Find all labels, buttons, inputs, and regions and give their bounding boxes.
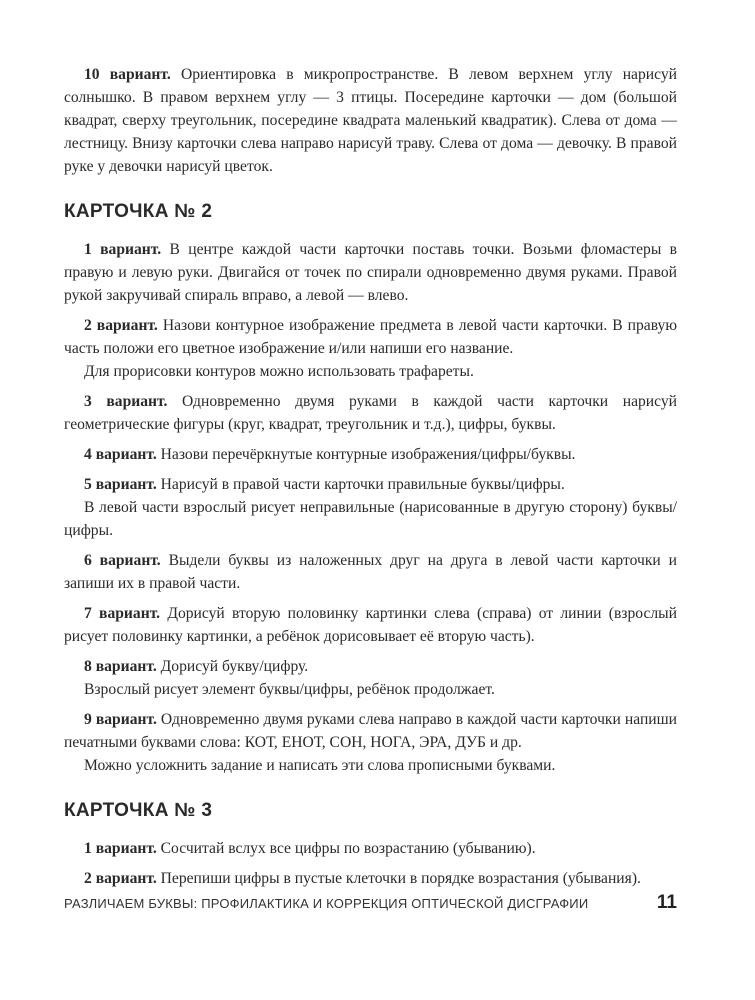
running-footer-title: РАЗЛИЧАЕМ БУКВЫ: ПРОФИЛАКТИКА И КОРРЕКЦИЯ ОПТИЧЕСКОЙ ДИСГРАФИИ [64, 896, 589, 911]
variant-text: Ориентировка в микропространстве. В левом верхнем углу нарисуй солнышко. В правом верхнем углу — 3 птицы. Посередине карточки — дом (большой квадрат, сверху треугольник, посередине квадрата маленький квадратик). Слева от дома — лестницу. Внизу карточки слева направо нарисуй траву. Слева от дома — девочку. В правой руке у девочки нарисуй цветок. [64, 66, 677, 175]
variant-label: 1 вариант. [84, 241, 162, 258]
variant-text: Перепиши цифры в пустые клеточки в порядке возрастания (убывания). [156, 870, 641, 887]
card2-variant-8-note: Взрослый рисует элемент буквы/цифры, ребёнок продолжает. [84, 681, 495, 698]
page-footer [64, 892, 677, 914]
variant-text: Назови перечёркнутые контурные изображения/цифры/буквы. [156, 446, 576, 463]
variant-text: Дорисуй вторую половинку картинки слева (справа) от линии (взрослый рисует половинку картинки, а ребёнок дорисовывает её вторую часть). [64, 605, 677, 645]
variant-label: 2 вариант. [84, 870, 157, 887]
card-2-heading: КАРТОЧКА № 2 [64, 201, 213, 222]
variant-text: В центре каждой части карточки поставь точки. Возьми фломастеры в правую и левую руки. Двигайся от точек по спирали одновременно двумя руками. Правой рукой закручивай спираль вправо, а левой — влево. [64, 241, 678, 304]
card-3-heading: КАРТОЧКА № 3 [64, 800, 213, 821]
page-content [64, 63, 677, 897]
card2-variant-3 [64, 390, 677, 436]
variant-text: Одновременно двумя руками слева направо в каждой части карточки напиши печатными буквами слова: КОТ, ЕНОТ, СОН, НОГА, ЭРА, ДУБ и др. [64, 711, 677, 751]
card2-variant-4 [64, 443, 677, 466]
variant-text: Сосчитай вслух все цифры по возрастанию (убыванию). [156, 840, 536, 857]
card2-variant-7 [64, 602, 677, 648]
variant-label: 9 вариант. [84, 711, 157, 728]
card2-variant-1 [64, 238, 677, 307]
variant-label: 10 вариант. [84, 66, 171, 83]
variant-label: 1 вариант. [84, 840, 157, 857]
card2-variant-5 [64, 473, 677, 496]
card3-variant-1 [64, 837, 677, 860]
variant-label: 2 вариант. [84, 317, 158, 334]
variant-label: 8 вариант. [84, 658, 157, 675]
variant-text: Выдели буквы из наложенных друг на друга в левой части карточки и запиши их в правой части. [64, 552, 677, 592]
variant-text: Нарисуй в правой части карточки правильные буквы/цифры. [156, 476, 565, 493]
page-number: 11 [656, 892, 677, 913]
card2-variant-8 [64, 655, 677, 678]
card2-variant-2-note: Для прорисовки контуров можно использовать трафареты. [84, 363, 474, 380]
card3-variant-2 [64, 867, 677, 890]
variant-label: 7 вариант. [84, 605, 161, 622]
variant-label: 5 вариант. [84, 476, 157, 493]
variant-10-paragraph [64, 63, 677, 178]
card2-variant-6 [64, 549, 677, 595]
card2-variant-5-note: В левой части взрослый рисует неправильные (нарисованные в другую сторону) буквы/цифры. [64, 499, 677, 539]
card2-variant-9-note: Можно усложнить задание и написать эти слова прописными буквами. [84, 757, 556, 774]
variant-text: Назови контурное изображение предмета в левой части карточки. В правую часть положи его цветное изображение и/или напиши его название. [64, 317, 677, 357]
variant-label: 3 вариант. [84, 393, 168, 410]
card2-variant-9 [64, 708, 677, 754]
variant-label: 6 вариант. [84, 552, 161, 569]
card2-variant-2 [64, 314, 677, 360]
variant-text: Дорисуй букву/цифру. [156, 658, 309, 675]
variant-label: 4 вариант. [84, 446, 157, 463]
variant-text: Одновременно двумя руками в каждой части карточки нарисуй геометрические фигуры (круг, квадрат, треугольник и т.д.), цифры, буквы. [64, 393, 677, 433]
